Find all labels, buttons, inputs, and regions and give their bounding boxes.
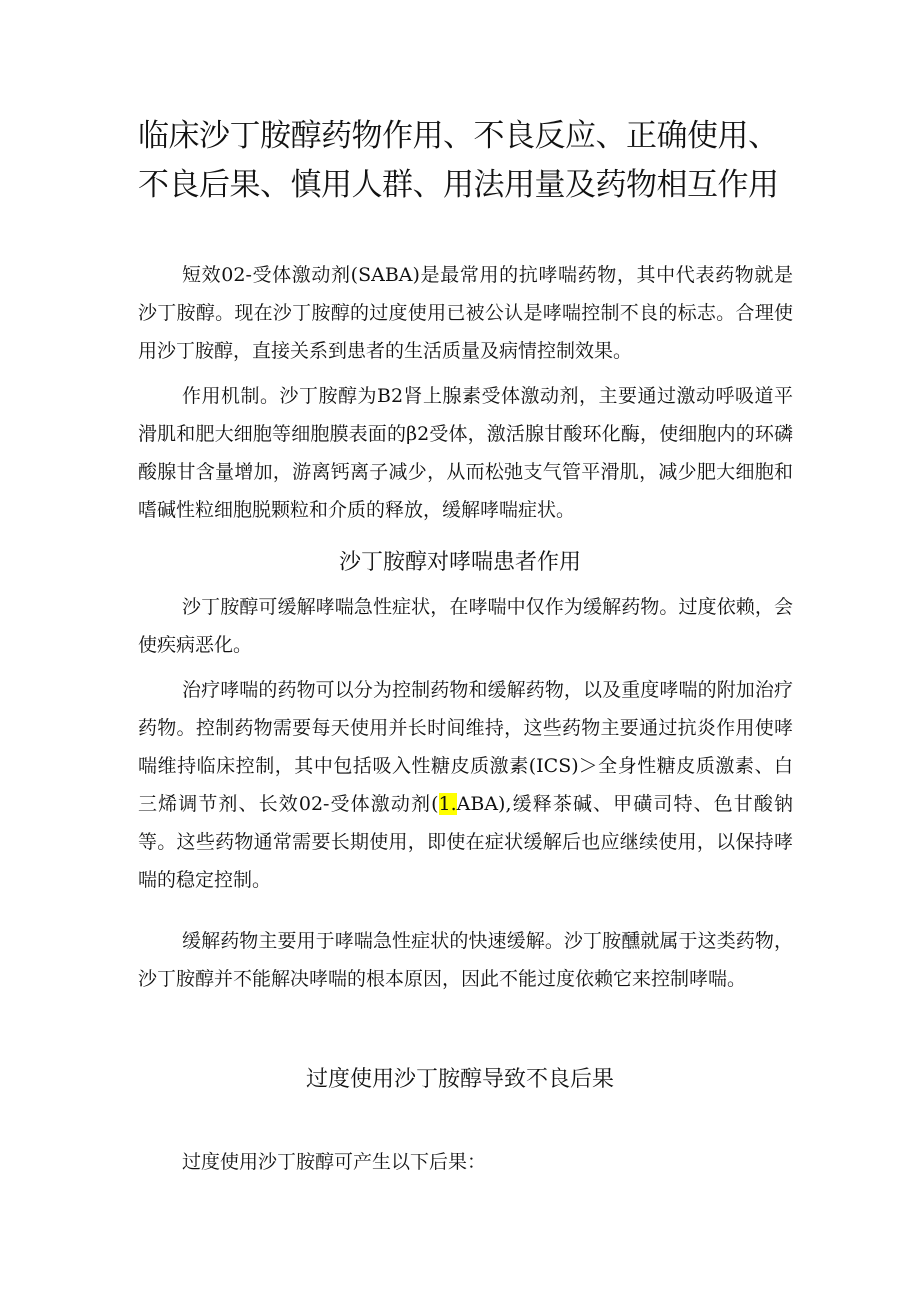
section-heading-overuse: 过度使用沙丁胺醇导致不良后果 <box>305 1067 614 1092</box>
highlighted-text: 1. <box>438 793 457 815</box>
paragraph-mechanism: 作用机制。沙丁胺醇为B2肾上腺素受体激动剂，主要通过激动呼吸道平滑肌和肥大细胞等细胞膜表面的β2受体，激活腺甘酸环化酶，使细胞内的环磷酸腺甘含量增加，游离钙离子减少，从而松弛支气管平滑肌，减少肥大细胞和嗜碱性粒细胞脱颗粒和介质的释放，缓解哮喘症状。 <box>138 385 793 521</box>
paragraph-saba-intro: 短效02-受体激动剂(SABA)是最常用的抗哮喘药物，其中代表药物就是沙丁胺醇。现在沙丁胺醇的过度使用已被公认是哮喘控制不良的标志。合理使用沙丁胺醇，直接关系到患者的生活质量及病情控制效果。 <box>138 264 793 362</box>
paragraph-relief: 沙丁胺醇可缓解哮喘急性症状，在哮喘中仅作为缓解药物。过度依赖，会使疾病恶化。 <box>138 596 793 656</box>
paragraph-controller-drugs <box>138 671 793 899</box>
controller-text-end: ABA),缓释茶碱、甲磺司特、色甘酸钠等。这些药物通常需要长期使用，即使在症状缓解后也应继续使用，以保持哮喘的稳定控制。 <box>138 793 794 891</box>
controller-text-start: 治疗哮喘的药物可以分为控制药物和缓解药物，以及重度哮喘的附加治疗药物。控制药物需要每天使用并长时间维持，这些药物主要通过抗炎作用使哮喘维持临床控制，其中包括吸入性糖皮质激素(ICS)＞全身性糖皮质激素、白三烯调节剂、长效02-受体激动剂( <box>138 679 793 815</box>
section-heading-effect: 沙丁胺醇对哮喘患者作用 <box>338 550 581 575</box>
paragraph-overuse-intro: 过度使用沙丁胺醇可产生以下后果： <box>182 1151 487 1173</box>
paragraph-reliever-drugs: 缓解药物主要用于哮喘急性症状的快速缓解。沙丁胺醺就属于这类药物，沙丁胺醇并不能解决哮喘的根本原因，因此不能过度依赖它来控制哮喘。 <box>138 930 793 990</box>
document-title: 临床沙丁胺醇药物作用、不良反应、正确使用、不良后果、慎用人群、用法用量及药物相互作用 <box>138 118 779 203</box>
